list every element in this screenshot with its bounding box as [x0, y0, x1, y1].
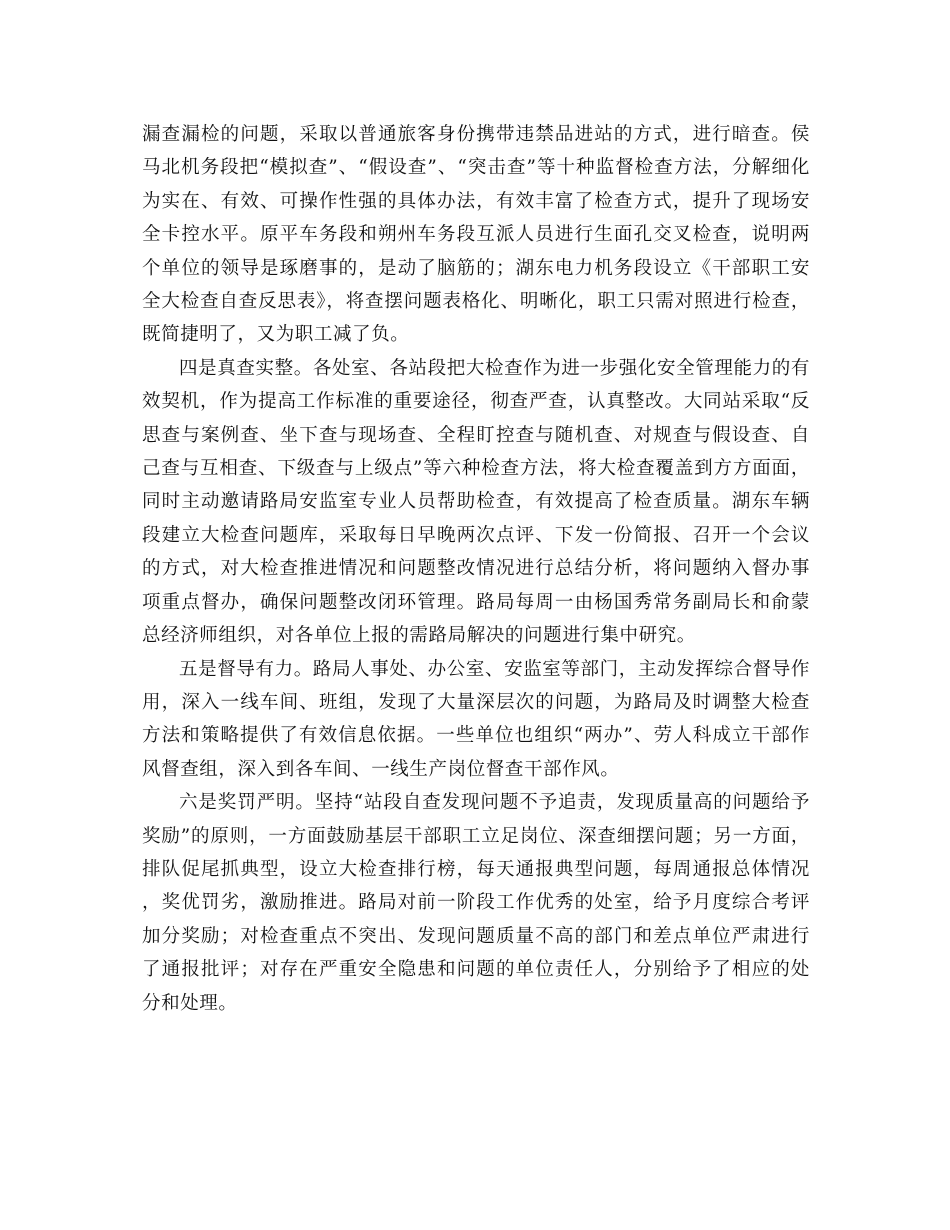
paragraph-four-real-inspection: 四是真查实整。各处室、各站段把大检查作为进一步强化安全管理能力的有效契机，作为提高工作标准的重要途径，彻查严查，认真整改。大同站采取“反思查与案例查、坐下查与现场查、全程盯控查与随机查、对规查与假设查、自己查与互相查、下级查与上级点”等六种检查方法，将大检查覆盖到方方面面，同时主动邀请路局安监室专业人员帮助检查，有效提高了检查质量。湖东车辆段建立大检查问题库，采取每日早晚两次点评、下发一份简报、召开一个会议的方式，对大检查推进情况和问题整改情况进行总结分析，将问题纳入督办事项重点督办，确保问题整改闭环管理。路局每周一由杨国秀常务副局长和俞蒙总经济师组织，对各单位上报的需路局解决的问题进行集中研究。: [142, 357, 810, 647]
paragraph-five-supervision: 五是督导有力。路局人事处、办公室、安监室等部门，主动发挥综合督导作用，深入一线车间、班组，发现了大量深层次的问题，为路局及时调整大检查方法和策略提供了有效信息依据。一些单位也组织“两办”、劳人科成立干部作风督查组，深入到各车间、一线生产岗位督查干部作风。: [142, 658, 810, 780]
paragraph-continuation: 漏查漏检的问题，采取以普通旅客身份携带违禁品进站的方式，进行暗查。侯马北机务段把“模拟查”、“假设查”、“突击查”等十种监督检查方法，分解细化为实在、有效、可操作性强的具体办法，有效丰富了检查方式，提升了现场安全卡控水平。原平车务段和朔州车务段互派人员进行生面孔交叉检查，说明两个单位的领导是琢磨事的，是动了脑筋的；湖东电力机务段设立《干部职工安全大检查自查反思表》，将查摆问题表格化、明晰化，职工只需对照进行检查，既简捷明了，又为职工减了负。: [142, 124, 810, 346]
paragraph-six-rewards-penalties: 六是奖罚严明。坚持“站段自查发现问题不予追责，发现质量高的问题给予奖励”的原则，一方面鼓励基层干部职工立足岗位、深查细摆问题；另一方面，排队促尾抓典型，设立大检查排行榜，每天通报典型问题，每周通报总体情况，奖优罚劣，激励推进。路局对前一阶段工作优秀的处室，给予月度综合考评加分奖励；对检查重点不突出、发现问题质量不高的部门和差点单位严肃进行了通报批评；对存在严重安全隐患和问题的单位责任人，分别给予了相应的处分和处理。: [142, 792, 810, 1014]
document-body: [142, 118, 810, 1020]
